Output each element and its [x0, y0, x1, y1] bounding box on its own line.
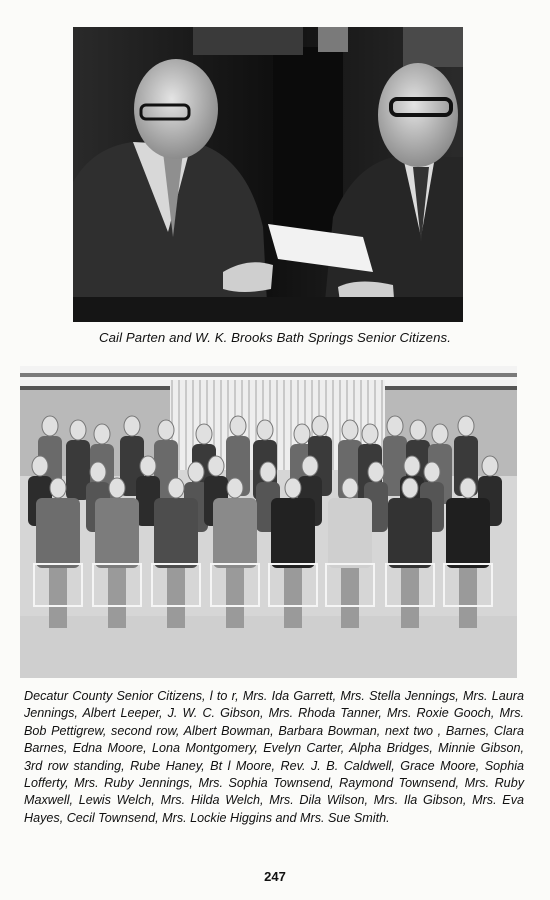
- photo-two-men: [73, 27, 463, 322]
- photo-caption-bottom: Decatur County Senior Citizens, l to r, Mrs. Ida Garrett, Mrs. Stella Jennings, Mrs. Laura Jennings, Albert Leeper, J. W. C. Gibson, Mrs. Rhoda Tanner, Mrs. Roxie Gooch, Mrs. Bob Pettigrew, second row, Albert Bowman, Barbara Bowman, next two , Barnes, Clara Barnes, Edna Moore, Lona Montgomery, Evelyn Carter, Alpha Bridges, Minnie Gibson, 3rd row standing, Rube Haney, Bt l Moore, Rev. J. B. Caldwell, Grace Moore, Sophia Lofferty, Mrs. Ruby Jennings, Mrs. Sophia Townsend, Raymond Townsend, Mrs. Ruby Maxwell, Lewis Welch, Mrs. Hilda Welch, Mrs. Dila Wilson, Mrs. Ila Gibson, Mrs. Eva Hayes, Cecil Townsend, Mrs. Lockie Higgins and Mrs. Sue Smith.: [24, 689, 524, 825]
- page-number: 247: [264, 869, 286, 884]
- photo-two-men-illustration: [73, 27, 463, 322]
- photo-caption-top: Cail Parten and W. K. Brooks Bath Springs Senior Citizens.: [98, 330, 451, 345]
- photo-group-illustration: [20, 366, 517, 678]
- photo-group-seniors: [20, 366, 517, 678]
